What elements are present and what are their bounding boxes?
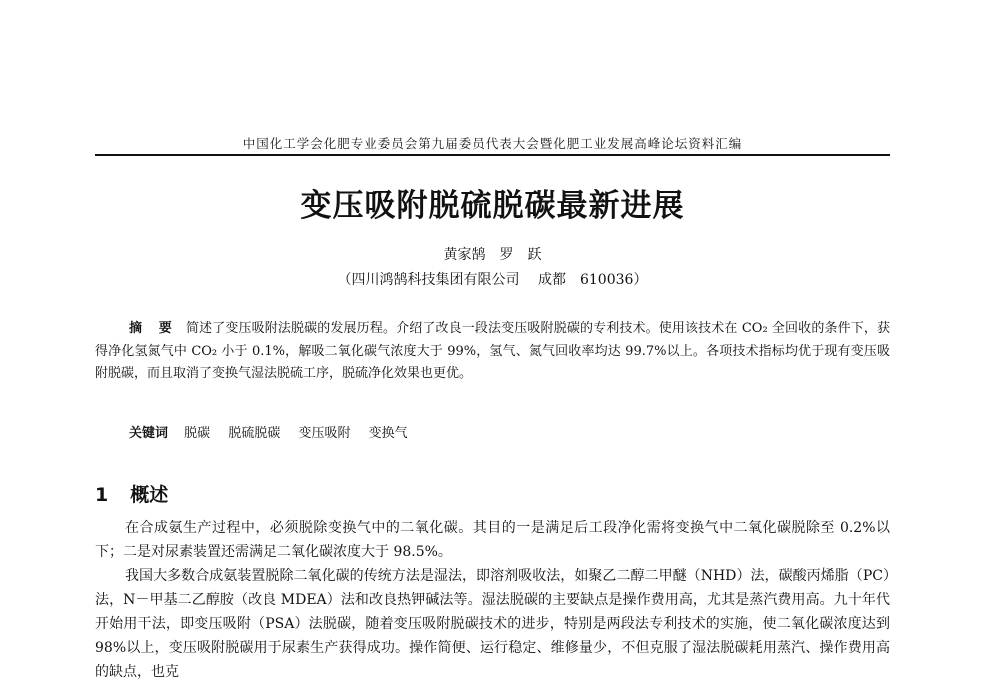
body-text [95, 516, 890, 684]
running-header: 中国化工学会化肥专业委员会第九届委员代表大会暨化肥工业发展高峰论坛资料汇编 [242, 136, 743, 151]
section-title: 概述 [130, 484, 169, 506]
keyword-item: 变换气 [368, 426, 408, 441]
abstract-label: 摘 要 [129, 321, 178, 336]
abstract-text: 简述了变压吸附法脱碳的发展历程。介绍了改良一段法变压吸附脱碳的专利技术。使用该技术在 CO₂ 全回收的条件下，获得净化氢氮气中 CO₂ 小于 0.1%，解吸二氧化碳气浓度大于 99%，氢气、氮气回收率均达 99.7%以上。各项技术指标均优于现有变压吸附脱碳，而且取消了变换气湿法脱硫工序，脱硫净化效果也更优。 [95, 321, 890, 381]
keyword-item: 脱碳 [184, 426, 211, 441]
keyword-item: 变压吸附 [298, 426, 351, 441]
body-paragraph: 在合成氨生产过程中，必须脱除变换气中的二氧化碳。其目的一是满足后工段净化需将变换气中二氧化碳脱除至 0.2%以下；二是对尿素装置还需满足二氧化碳浓度大于 98.5%。 [95, 520, 890, 560]
section-number: 1 [95, 484, 109, 506]
header-rule [95, 154, 890, 156]
keyword-item: 脱硫脱碳 [228, 426, 281, 441]
keywords [95, 422, 890, 441]
keywords-label: 关键词 [129, 426, 169, 441]
section-heading [95, 480, 890, 507]
affiliation: （四川鸿鹄科技集团有限公司 成都 610036） [337, 272, 648, 288]
abstract [95, 318, 890, 386]
paper-title: 变压吸附脱硫脱碳最新进展 [300, 188, 685, 224]
body-paragraph: 我国大多数合成氨装置脱除二氧化碳的传统方法是湿法，即溶剂吸收法，如聚乙二醇二甲醚（NHD）法，碳酸丙烯脂（PC）法，N－甲基二乙醇胺（改良 MDEA）法和改良热钾碱法等。湿法脱碳的主要缺点是操作费用高，尤其是蒸汽费用高。九十年代开始用干法，即变压吸附（PSA）法脱碳，随着变压吸附脱碳技术的进步，特别是两段法专利技术的实施，使二氧化碳浓度达到 98%以上，变压吸附脱碳用于尿素生产获得成功。操作简便、运行稳定、维修量少，不但克服了湿法脱碳耗用蒸汽、操作费用高的缺点，也克 [95, 568, 890, 680]
authors: 黄家鹄 罗 跃 [443, 247, 542, 263]
